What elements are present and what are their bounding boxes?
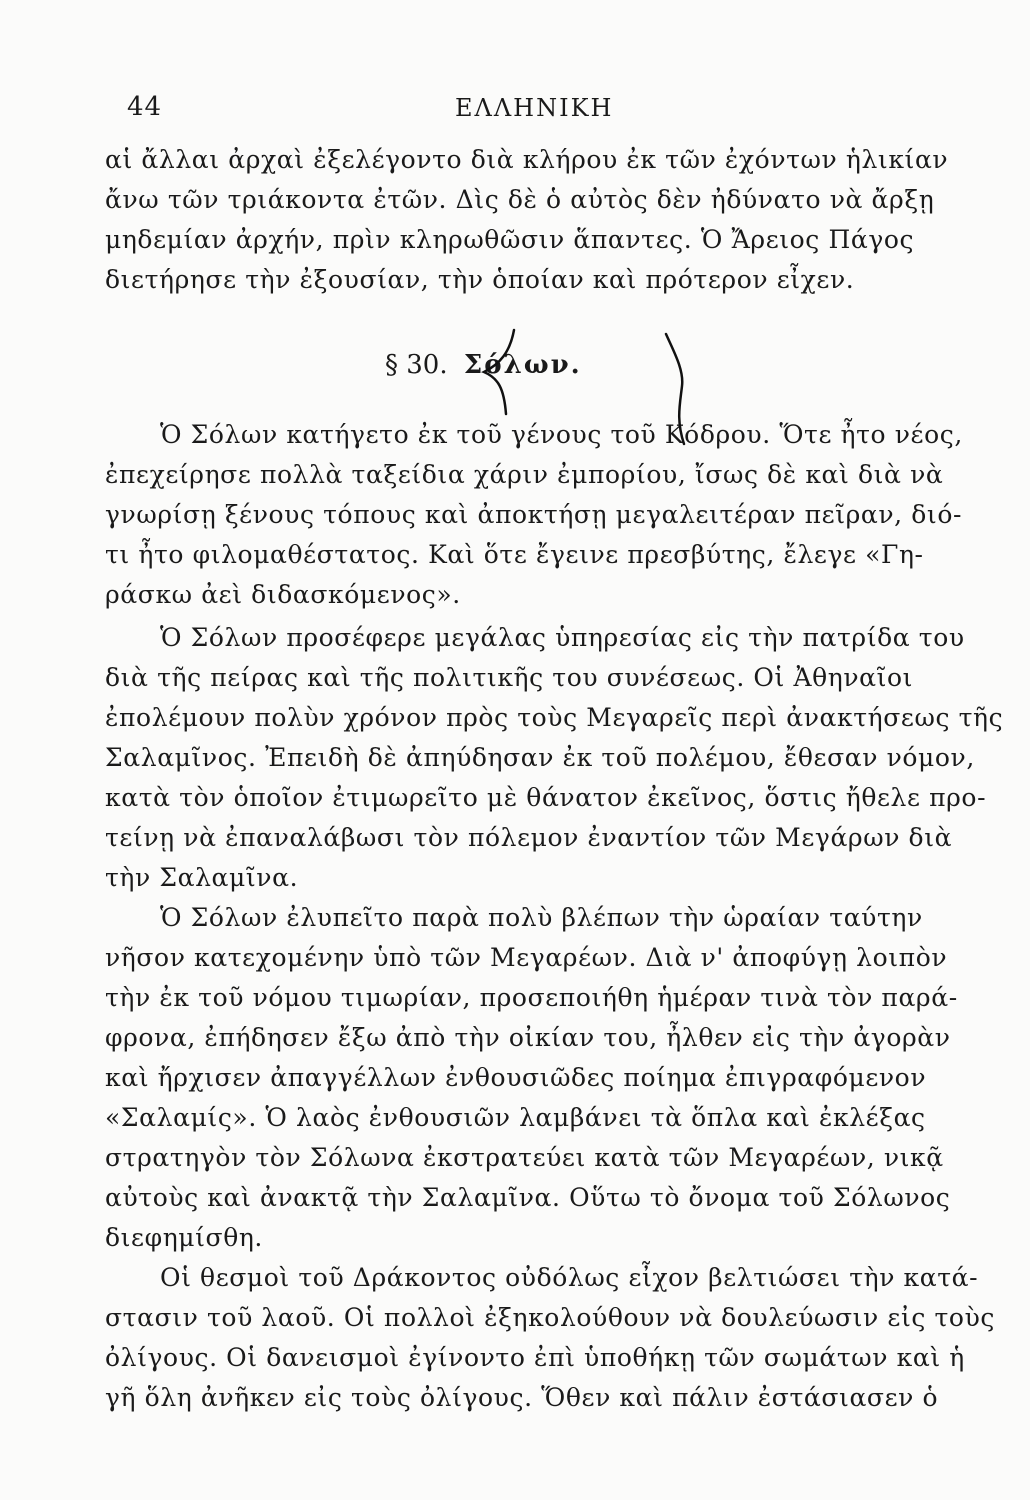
text-line: ἐπολέμουν πολὺν χρόνον πρὸς τοὺς Μεγαρεῖς περὶ ἀνακτήσεως τῆς bbox=[105, 703, 1004, 732]
text-line: Ὁ Σόλων προσέφερε μεγάλας ὑπηρεσίας εἰς τὴν πατρίδα του bbox=[160, 623, 965, 652]
text-line: διεφημίσθη. bbox=[105, 1223, 263, 1252]
text-line: διὰ τῆς πείρας καὶ τῆς πολιτικῆς του συνέσεως. Οἱ Ἀθηναῖοι bbox=[105, 663, 914, 692]
text-line: μηδεμίαν ἀρχήν, πρὶν κληρωθῶσιν ἅπαντες. Ὁ Ἄρειος Πάγος bbox=[105, 225, 915, 254]
text-line: τείνῃ νὰ ἐπαναλάβωσι τὸν πόλεμον ἐναντίον τῶν Μεγάρων διὰ bbox=[105, 823, 953, 852]
section-symbol: § bbox=[385, 350, 398, 380]
text-line: γῆ ὅλη ἀνῆκεν εἰς τοὺς ὀλίγους. Ὅθεν καὶ πάλιν ἐστάσιασεν ὁ bbox=[105, 1383, 939, 1412]
text-line: φρονα, ἐπήδησεν ἔξω ἀπὸ τὴν οἰκίαν του, ἦλθεν εἰς τὴν ἀγορὰν bbox=[105, 1023, 951, 1052]
text-line: Ὁ Σόλων κατήγετο ἐκ τοῦ γένους τοῦ Κόδρου. Ὅτε ἦτο νέος, bbox=[160, 420, 963, 449]
text-line: στασιν τοῦ λαοῦ. Οἱ πολλοὶ ἐξηκολούθουν νὰ δουλεύωσιν εἰς τοὺς bbox=[105, 1303, 995, 1332]
handwritten-bracket-mark bbox=[470, 312, 710, 452]
text-line: αἱ ἄλλαι ἀρχαὶ ἐξελέγοντο διὰ κλήρου ἐκ τῶν ἐχόντων ἡλικίαν bbox=[105, 145, 949, 174]
running-title: ΕΛΛΗΝΙΚΗ bbox=[455, 94, 614, 122]
text-line: κατὰ τὸν ὁποῖον ἐτιμωρεῖτο μὲ θάνατον ἐκεῖνος, ὅστις ἤθελε προ- bbox=[105, 783, 987, 812]
text-line: διετήρησε τὴν ἐξουσίαν, τὴν ὁποίαν καὶ πρότερον εἶχεν. bbox=[105, 265, 855, 294]
text-line: τὴν Σαλαμῖνα. bbox=[105, 863, 299, 892]
text-line: Οἱ θεσμοὶ τοῦ Δράκοντος οὐδόλως εἶχον βελτιώσει τὴν κατά- bbox=[160, 1263, 979, 1292]
text-line: στρατηγὸν τὸν Σόλωνα ἐκστρατεύει κατὰ τῶν Μεγαρέων, νικᾷ bbox=[105, 1143, 944, 1172]
text-line: «Σαλαμίς». Ὁ λαὸς ἐνθουσιῶν λαμβάνει τὰ ὅπλα καὶ ἐκλέξας bbox=[105, 1103, 926, 1132]
text-line: ράσκω ἀεὶ διδασκόμενος». bbox=[105, 580, 461, 609]
text-line: Σαλαμῖνος. Ἐπειδὴ δὲ ἀπηύδησαν ἐκ τοῦ πολέμου, ἔθεσαν νόμον, bbox=[105, 743, 975, 772]
page-header bbox=[0, 92, 1030, 132]
text-line: Ὁ Σόλων ἐλυπεῖτο παρὰ πολὺ βλέπων τὴν ὡραίαν ταύτην bbox=[160, 903, 923, 932]
text-line: γνωρίσῃ ξένους τόπους καὶ ἀποκτήσῃ μεγαλειτέραν πεῖραν, διό- bbox=[105, 500, 963, 529]
text-line: αὐτοὺς καὶ ἀνακτᾷ τὴν Σαλαμῖνα. Οὕτω τὸ ὄνομα τοῦ Σόλωνος bbox=[105, 1183, 951, 1212]
text-line: τι ἦτο φιλομαθέστατος. Καὶ ὅτε ἔγεινε πρεσβύτης, ἔλεγε «Γη- bbox=[105, 540, 924, 569]
text-line: ὀλίγους. Οἱ δανεισμοὶ ἐγίνοντο ἐπὶ ὑποθήκῃ τῶν σωμάτων καὶ ἡ bbox=[105, 1343, 965, 1372]
section-title: Σόλων. bbox=[463, 350, 582, 380]
text-line: νῆσον κατεχομένην ὑπὸ τῶν Μεγαρέων. Διὰ ν' ἀποφύγῃ λοιπὸν bbox=[105, 943, 948, 972]
text-line: τὴν ἐκ τοῦ νόμου τιμωρίαν, προσεποιήθη ἡμέραν τινὰ τὸν παρά- bbox=[105, 983, 958, 1012]
page-number: 44 bbox=[127, 92, 163, 122]
section-number: 30. bbox=[406, 350, 448, 380]
text-line: ἐπεχείρησε πολλὰ ταξείδια χάριν ἐμπορίου, ἴσως δὲ καὶ διὰ νὰ bbox=[105, 460, 944, 489]
text-line: ἄνω τῶν τριάκοντα ἐτῶν. Δὶς δὲ ὁ αὐτὸς δὲν ἠδύνατο νὰ ἄρξῃ bbox=[105, 185, 935, 214]
text-line: καὶ ἤρχισεν ἀπαγγέλλων ἐνθουσιῶδες ποίημα ἐπιγραφόμενον bbox=[105, 1063, 927, 1092]
